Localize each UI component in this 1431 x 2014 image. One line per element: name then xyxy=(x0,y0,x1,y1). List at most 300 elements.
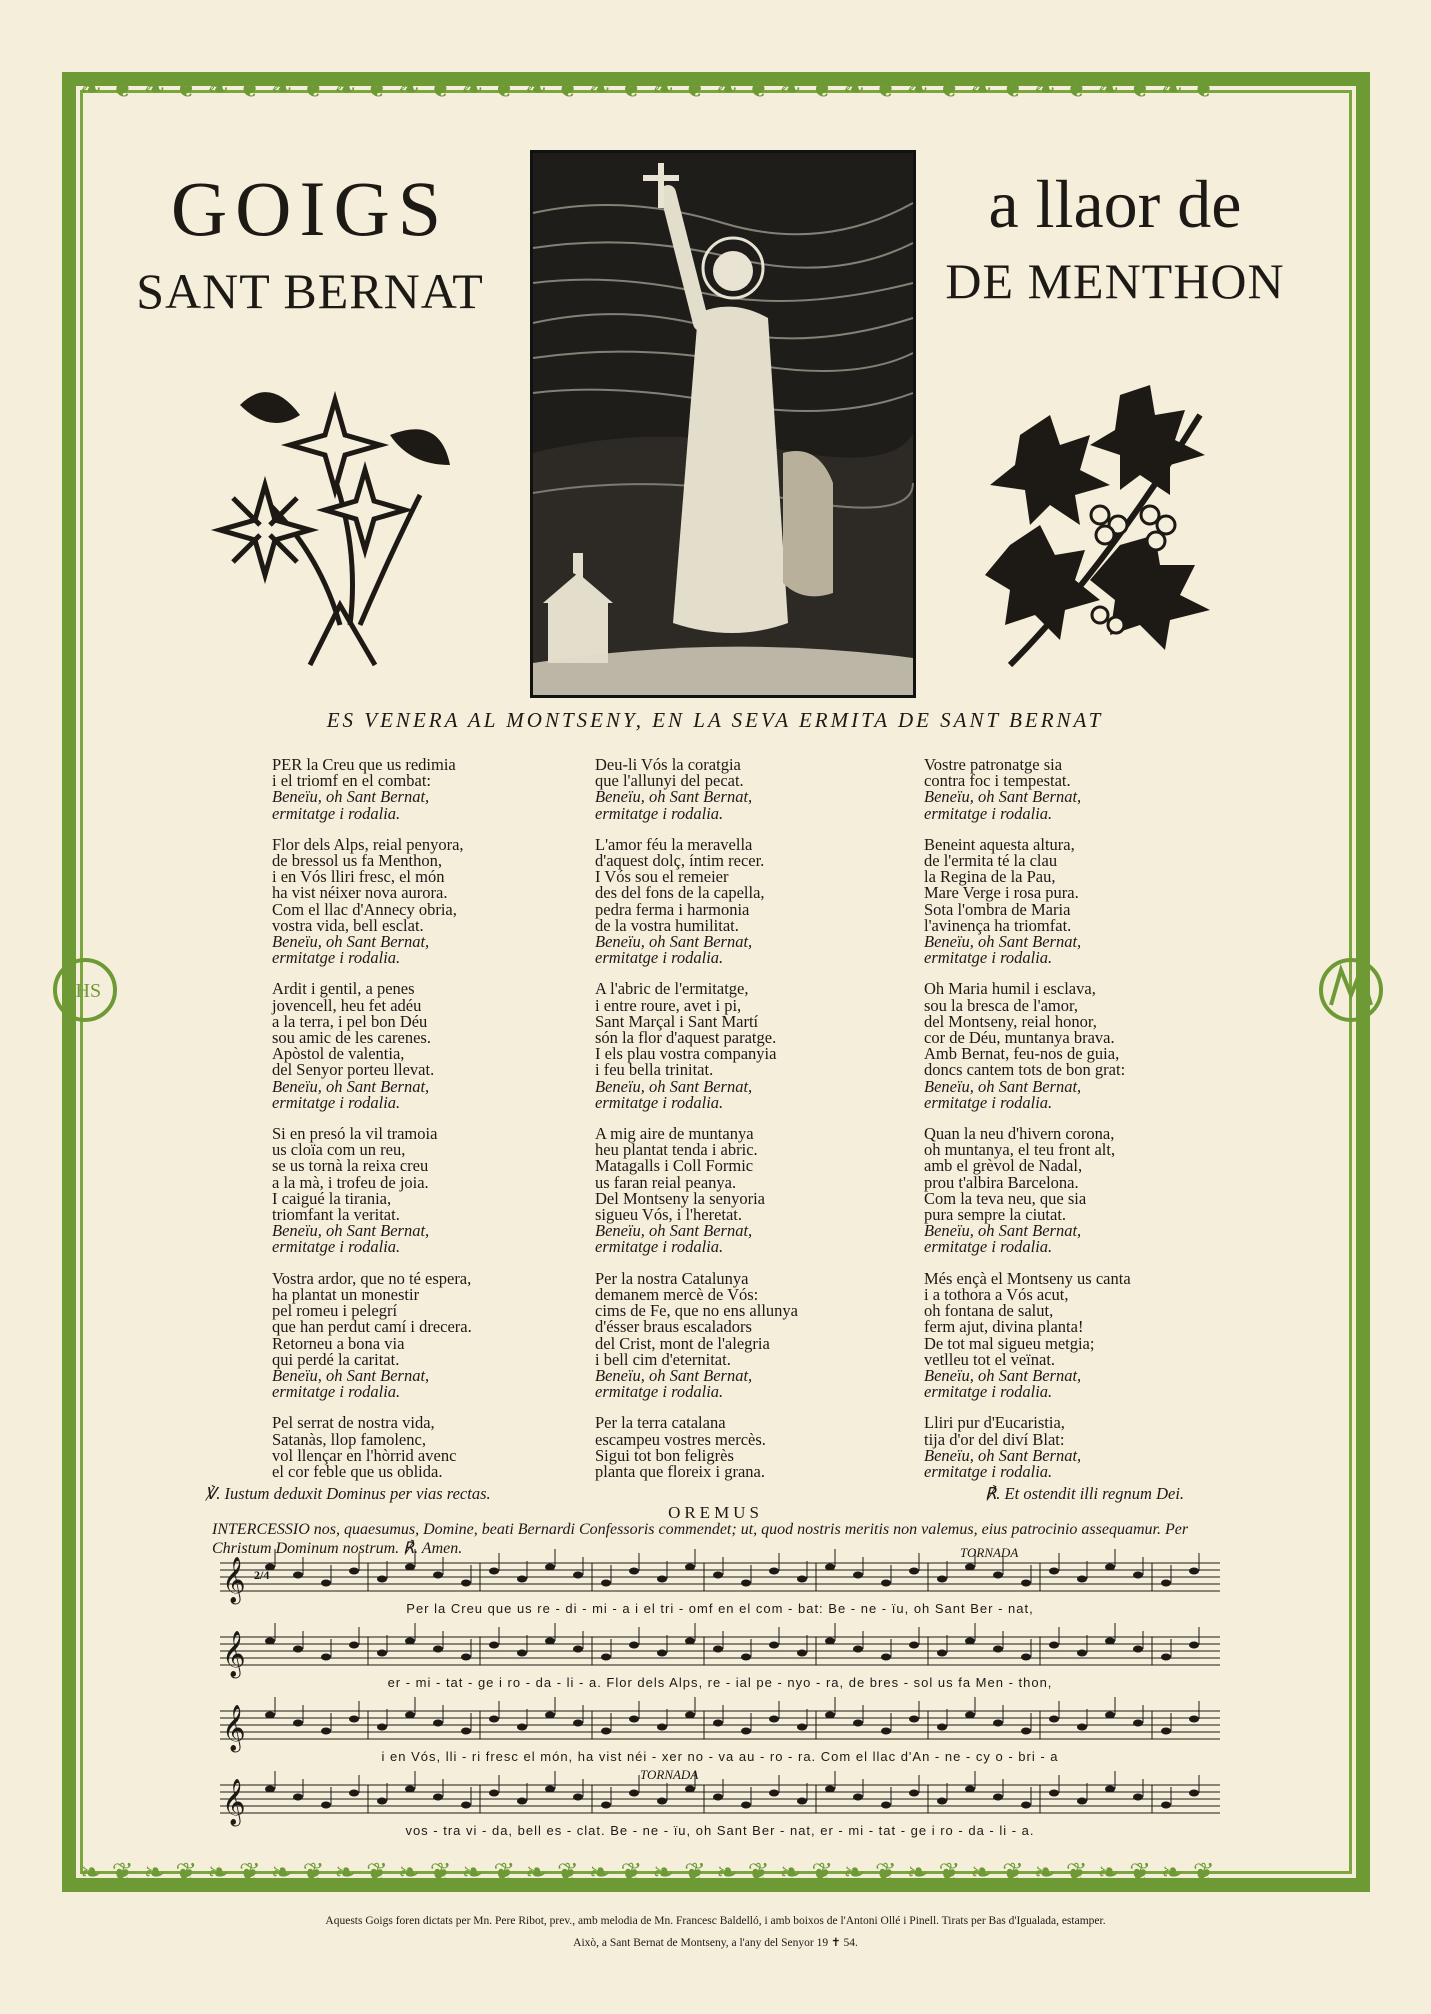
oak-leaf-icon: ❧ xyxy=(143,1858,166,1887)
note-head xyxy=(349,1716,359,1723)
stanza xyxy=(595,757,895,822)
note-head xyxy=(825,1638,835,1645)
footer-credits xyxy=(0,1910,1431,1954)
note-head xyxy=(937,1798,947,1805)
verse-line: Beneïu, oh Sant Bernat, xyxy=(272,932,430,952)
oak-leaf-icon: ❧ xyxy=(1161,1858,1183,1887)
note-head xyxy=(993,1720,1003,1727)
stanza xyxy=(595,981,895,1111)
note-head xyxy=(461,1728,471,1735)
note-head xyxy=(993,1646,1003,1653)
oak-leaf-icon: ❧ xyxy=(270,1858,293,1887)
note-head xyxy=(517,1576,527,1583)
note-head xyxy=(601,1728,611,1735)
note-head xyxy=(601,1580,611,1587)
note-head xyxy=(489,1642,499,1649)
note-head xyxy=(825,1786,835,1793)
verse-line: són la flor d'aquest paratge. xyxy=(595,1028,777,1048)
verse-line: heu plantat tenda i abric. xyxy=(595,1140,758,1160)
verse-line: Per la terra catalana xyxy=(595,1413,726,1433)
verse-column-2 xyxy=(595,757,895,1495)
verse-line: ermitatge i rodalia. xyxy=(924,948,1053,968)
note-head xyxy=(1105,1638,1115,1645)
note-head xyxy=(1021,1580,1031,1587)
verse-line: ermitatge i rodalia. xyxy=(272,1237,401,1257)
verse-line: oh muntanya, el teu front alt, xyxy=(924,1140,1116,1160)
verse-line: se us tornà la reixa creu xyxy=(272,1156,429,1176)
verse-line: del Senyor porteu llevat. xyxy=(272,1060,435,1080)
oak-leaf-icon: ❦ xyxy=(874,74,897,103)
note-head xyxy=(1021,1802,1031,1809)
note-head xyxy=(713,1646,723,1653)
versicle-right: ℟. Et ostendit illi regnum Dei. xyxy=(985,1484,1185,1503)
verse-line: Beneïu, oh Sant Bernat, xyxy=(272,787,430,807)
note-head xyxy=(349,1568,359,1575)
note-head xyxy=(853,1720,863,1727)
verse-column-3 xyxy=(924,757,1224,1495)
verse-line: escampeu vostres mercès. xyxy=(595,1429,766,1449)
oak-leaf-icon: ❦ xyxy=(938,1858,961,1887)
versicle-left: ℣. Iustum deduxit Dominus per vias rectas. xyxy=(205,1484,491,1503)
note-head xyxy=(937,1650,947,1657)
holly-branch-icon xyxy=(980,375,1230,675)
note-head xyxy=(741,1728,751,1735)
verse-line: Com la teva neu, que sia xyxy=(924,1188,1087,1208)
oremus-prayer: INTERCESSIO nos, quaesumus, Domine, beati Bernardi Confessoris commendet; ut, quod nostris meritis non valemus, eius patrocinio assequamur. Per Christum Dominum nostrum. ℟. Amen. xyxy=(212,1521,1189,1557)
note-head xyxy=(433,1720,443,1727)
verse-line: a la mà, i trofeu de joia. xyxy=(272,1172,429,1192)
verse-line: que han perdut camí i drecera. xyxy=(272,1317,472,1337)
note-head xyxy=(545,1638,555,1645)
oak-leaf-icon: ❦ xyxy=(111,74,134,103)
verse-line: de la vostra humilitat. xyxy=(595,915,739,935)
oak-leaf-icon: ❦ xyxy=(556,1858,579,1887)
verse-line: Pel serrat de nostra vida, xyxy=(272,1413,435,1433)
note-head xyxy=(517,1650,527,1657)
note-head xyxy=(1161,1580,1171,1587)
stanza xyxy=(595,1268,895,1402)
verse-line: Beneïu, oh Sant Bernat, xyxy=(595,1221,753,1241)
top-leaf-row xyxy=(80,76,1215,102)
verse-line: Beneïu, oh Sant Bernat, xyxy=(595,932,753,952)
oak-leaf-icon: ❦ xyxy=(684,74,706,103)
oak-leaf-icon: ❧ xyxy=(906,74,929,103)
verse-line: i bell cim d'eternitat. xyxy=(595,1349,731,1369)
verse-line: sou la bresca de l'amor, xyxy=(924,995,1078,1015)
note-head xyxy=(881,1654,891,1661)
oak-leaf-icon: ❧ xyxy=(80,74,102,103)
oak-leaf-icon: ❦ xyxy=(175,74,198,103)
note-head xyxy=(405,1638,415,1645)
note-head xyxy=(629,1716,639,1723)
verse-line: Més ençà el Montseny us canta xyxy=(924,1268,1131,1288)
ihs-monogram-icon xyxy=(50,945,120,1035)
verse-line: ermitatge i rodalia. xyxy=(924,1382,1053,1402)
note-head xyxy=(1189,1642,1199,1649)
title-menthon: DE MENTHON xyxy=(945,253,1285,309)
oak-leaf-icon: ❦ xyxy=(1002,1858,1024,1887)
verse-line: tija d'or del diví Blat: xyxy=(924,1429,1065,1449)
note-head xyxy=(1049,1716,1059,1723)
verse-line: ermitatge i rodalia. xyxy=(595,803,724,823)
verse-line: A l'abric de l'ermitatge, xyxy=(595,979,749,999)
note-head xyxy=(601,1654,611,1661)
marian-monogram-icon xyxy=(1316,945,1386,1035)
verse-line: Beneïu, oh Sant Bernat, xyxy=(272,1365,430,1385)
oak-leaf-icon: ❦ xyxy=(556,74,579,103)
verse-column-1 xyxy=(272,757,572,1495)
oak-leaf-icon: ❦ xyxy=(620,74,643,103)
note-head xyxy=(657,1650,667,1657)
oak-leaf-icon: ❦ xyxy=(302,1858,325,1887)
note-head xyxy=(881,1802,891,1809)
verse-line: pura sempre la ciutat. xyxy=(924,1205,1067,1225)
svg-text:IHS: IHS xyxy=(68,980,102,1002)
note-head xyxy=(629,1642,639,1649)
verse-line: De tot mal sigueu metgia; xyxy=(924,1333,1095,1353)
note-head xyxy=(797,1576,807,1583)
verse-line: vostra vida, bell esclat. xyxy=(272,915,424,935)
verse-line: i el triomf en el combat: xyxy=(272,771,431,791)
note-head xyxy=(573,1794,583,1801)
note-head xyxy=(909,1790,919,1797)
note-head xyxy=(853,1794,863,1801)
stanza xyxy=(595,1415,895,1480)
verse-line: l'avinença ha triomfat. xyxy=(924,915,1072,935)
oak-leaf-icon: ❦ xyxy=(938,74,961,103)
note-head xyxy=(293,1720,303,1727)
note-head xyxy=(713,1572,723,1579)
note-head xyxy=(433,1646,443,1653)
stanza xyxy=(272,757,572,822)
oak-leaf-icon: ❧ xyxy=(334,1858,357,1887)
verse-line: vol llençar en l'hòrrid avenc xyxy=(272,1445,457,1465)
oak-leaf-icon: ❧ xyxy=(843,74,865,103)
note-head xyxy=(1161,1802,1171,1809)
stanza xyxy=(272,981,572,1111)
note-head xyxy=(601,1802,611,1809)
verse-line: ermitatge i rodalia. xyxy=(924,1461,1053,1481)
edelweiss-flower-icon xyxy=(210,375,470,675)
music-score xyxy=(220,1545,1220,1847)
stanza xyxy=(595,1126,895,1256)
note-head xyxy=(769,1790,779,1797)
time-signature: 2/4 xyxy=(254,1568,270,1582)
lyric-line: i en Vós, lli - ri fresc el món, ha vist néi - xer no - va au - ro - ra. Com el llac d'An - ne - cy o - bri - a xyxy=(381,1749,1059,1764)
oak-leaf-icon: ❧ xyxy=(80,1858,102,1887)
oak-leaf-icon: ❧ xyxy=(1033,74,1056,103)
oak-leaf-icon: ❧ xyxy=(461,1858,484,1887)
note-head xyxy=(909,1642,919,1649)
note-head xyxy=(489,1716,499,1723)
verse-line: oh fontana de salut, xyxy=(924,1301,1054,1321)
note-head xyxy=(629,1568,639,1575)
note-head xyxy=(1133,1794,1143,1801)
verse-line: Satanàs, llop famolenc, xyxy=(272,1429,426,1449)
note-head xyxy=(993,1572,1003,1579)
treble-clef-icon: 𝄞 xyxy=(222,1631,246,1676)
note-head xyxy=(685,1786,695,1793)
oak-leaf-icon: ❧ xyxy=(525,74,547,103)
oak-leaf-icon: ❧ xyxy=(715,1858,738,1887)
oak-leaf-icon: ❦ xyxy=(620,1858,643,1887)
note-head xyxy=(433,1572,443,1579)
verse-line: planta que floreix i grana. xyxy=(595,1461,765,1481)
note-head xyxy=(881,1580,891,1587)
verse-line: Sigui tot bon feligrès xyxy=(595,1445,734,1465)
note-head xyxy=(573,1720,583,1727)
oak-leaf-icon: ❦ xyxy=(747,74,770,103)
verse-line: Amb Bernat, feu-nos de guia, xyxy=(924,1044,1120,1064)
lyric-line: er - mi - tat - ge i ro - da - li - a. Flor dels Alps, re - ial pe - nyo - ra, de bres - sol us fa Men - thon, xyxy=(387,1675,1053,1690)
stanza xyxy=(924,1415,1224,1480)
oak-leaf-icon: ❦ xyxy=(429,1858,452,1887)
oak-leaf-icon: ❧ xyxy=(525,1858,547,1887)
oak-leaf-icon: ❧ xyxy=(207,1858,229,1887)
note-head xyxy=(265,1712,275,1719)
oak-leaf-icon: ❧ xyxy=(970,74,993,103)
stanza xyxy=(924,834,1224,968)
oak-leaf-icon: ❦ xyxy=(684,1858,706,1887)
note-head xyxy=(769,1568,779,1575)
oak-leaf-icon: ❦ xyxy=(1192,1858,1215,1887)
verse-line: Del Montseny la senyoria xyxy=(595,1188,766,1208)
oak-leaf-icon: ❦ xyxy=(175,1858,198,1887)
verse-line: A mig aire de muntanya xyxy=(595,1124,754,1144)
verse-line: Beneïu, oh Sant Bernat, xyxy=(272,1221,430,1241)
note-head xyxy=(461,1802,471,1809)
verse-line: del Montseny, reial honor, xyxy=(924,1011,1097,1031)
verse-line: pel romeu i pelegrí xyxy=(272,1301,398,1321)
verse-line: el cor feble que us oblida. xyxy=(272,1461,443,1481)
note-head xyxy=(545,1786,555,1793)
oak-leaf-icon: ❦ xyxy=(1129,1858,1152,1887)
note-head xyxy=(1133,1720,1143,1727)
note-head xyxy=(461,1580,471,1587)
verse-line: demanem mercè de Vós: xyxy=(595,1284,759,1304)
oak-leaf-icon: ❦ xyxy=(1192,74,1215,103)
verse-line: Retorneu a bona via xyxy=(272,1333,405,1353)
oak-leaf-icon: ❧ xyxy=(1033,1858,1056,1887)
note-head xyxy=(797,1798,807,1805)
note-head xyxy=(853,1646,863,1653)
note-head xyxy=(1189,1716,1199,1723)
verse-line: ermitatge i rodalia. xyxy=(272,1092,401,1112)
verse-line: jovencell, heu fet adéu xyxy=(272,995,422,1015)
note-head xyxy=(1189,1790,1199,1797)
verse-line: Ardit i gentil, a penes xyxy=(272,979,415,999)
oak-leaf-icon: ❧ xyxy=(397,1858,420,1887)
verse-line: la Regina de la Pau, xyxy=(924,867,1056,887)
verse-line: cims de Fe, que no ens allunya xyxy=(595,1301,798,1321)
treble-clef-icon: 𝄞 xyxy=(222,1779,246,1824)
stanza xyxy=(272,834,572,968)
oak-leaf-icon: ❦ xyxy=(1002,74,1024,103)
oak-leaf-icon: ❦ xyxy=(366,74,388,103)
note-head xyxy=(545,1712,555,1719)
verse-line: Beneïu, oh Sant Bernat, xyxy=(924,1221,1082,1241)
verse-line: I caigué la tirania, xyxy=(272,1188,392,1208)
title-left xyxy=(130,165,490,319)
note-head xyxy=(909,1568,919,1575)
note-head xyxy=(685,1712,695,1719)
note-head xyxy=(881,1728,891,1735)
verse-line: PER la Creu que us redimia xyxy=(272,755,456,774)
verse-line: us cloïa com un reu, xyxy=(272,1140,406,1160)
verse-line: i feu bella trinitat. xyxy=(595,1060,714,1080)
note-head xyxy=(321,1580,331,1587)
verse-line: Beneïu, oh Sant Bernat, xyxy=(924,1445,1082,1465)
oak-leaf-icon: ❧ xyxy=(1097,1858,1120,1887)
oak-leaf-icon: ❧ xyxy=(143,74,166,103)
note-head xyxy=(517,1724,527,1731)
oak-leaf-icon: ❧ xyxy=(779,1858,802,1887)
note-head xyxy=(909,1716,919,1723)
stanza xyxy=(924,757,1224,822)
stanza xyxy=(924,1268,1224,1402)
verse-line: contra foc i tempestat. xyxy=(924,771,1071,791)
verse-line: Apòstol de valentia, xyxy=(272,1044,405,1064)
subtitle: ES VENERA AL MONTSENY, EN LA SEVA ERMITA DE SANT BERNAT xyxy=(326,708,1104,732)
oak-leaf-icon: ❧ xyxy=(397,74,420,103)
note-head xyxy=(573,1572,583,1579)
verse-line: Vostre patronatge sia xyxy=(924,755,1063,774)
note-head xyxy=(461,1654,471,1661)
oak-leaf-icon: ❧ xyxy=(906,1858,929,1887)
verse-line: que l'allunyi del pecat. xyxy=(595,771,744,791)
verse-line: de l'ermita té la clau xyxy=(924,851,1058,871)
note-head xyxy=(657,1576,667,1583)
verse-line: Beneïu, oh Sant Bernat, xyxy=(272,1076,430,1096)
verse-line: ermitatge i rodalia. xyxy=(924,803,1053,823)
note-head xyxy=(1161,1728,1171,1735)
note-head xyxy=(1161,1654,1171,1661)
verse-line: ermitatge i rodalia. xyxy=(595,1237,724,1257)
oak-leaf-icon: ❧ xyxy=(715,74,738,103)
verse-line: ferm ajut, divina planta! xyxy=(924,1317,1084,1337)
stanza xyxy=(924,981,1224,1111)
verse-line: L'amor féu la meravella xyxy=(595,834,753,854)
verse-line: ermitatge i rodalia. xyxy=(924,1237,1053,1257)
note-head xyxy=(321,1728,331,1735)
verse-line: Beneïu, oh Sant Bernat, xyxy=(924,1076,1082,1096)
verse-line: Beneint aquesta altura, xyxy=(924,834,1075,854)
oak-leaf-icon: ❧ xyxy=(461,74,484,103)
saint-woodcut-image xyxy=(530,150,916,698)
note-head xyxy=(349,1790,359,1797)
note-head xyxy=(1077,1650,1087,1657)
note-head xyxy=(1105,1712,1115,1719)
verse-line: Lliri pur d'Eucaristia, xyxy=(924,1413,1065,1433)
note-head xyxy=(545,1564,555,1571)
verse-line: Sota l'ombra de Maria xyxy=(924,899,1071,919)
verse-line: ha plantat un monestir xyxy=(272,1284,420,1304)
oak-leaf-icon: ❦ xyxy=(366,1858,388,1887)
verse-line: ermitatge i rodalia. xyxy=(595,1382,724,1402)
oak-leaf-icon: ❦ xyxy=(493,74,516,103)
oak-leaf-icon: ❧ xyxy=(652,74,675,103)
verse-line: i entre roure, avet i pi, xyxy=(595,995,742,1015)
verse-line: d'aquest dolç, íntim recer. xyxy=(595,851,765,871)
verse-line: Beneïu, oh Sant Bernat, xyxy=(595,1076,753,1096)
note-head xyxy=(1105,1564,1115,1571)
footer-line-1: Aquests Goigs foren dictats per Mn. Pere Ribot, prev., amb melodia de Mn. Francesc Baldelló, i amb boixos de l'Antoni Ollé i Pinell. Tirats per Bas d'Igualada, estamper. xyxy=(325,1915,1106,1927)
note-head xyxy=(825,1564,835,1571)
verse-line: pedra ferma i harmonia xyxy=(595,899,750,919)
note-head xyxy=(1133,1572,1143,1579)
note-head xyxy=(1049,1568,1059,1575)
verse-line: Si en presó la vil tramoia xyxy=(272,1124,438,1144)
note-head xyxy=(937,1724,947,1731)
verse-line: a la terra, i pel bon Déu xyxy=(272,1011,428,1031)
verse-line: ermitatge i rodalia. xyxy=(595,1092,724,1112)
oak-leaf-icon: ❧ xyxy=(1097,74,1120,103)
stanza xyxy=(272,1415,572,1480)
verse-line: ermitatge i rodalia. xyxy=(272,948,401,968)
verse-line: Vostra ardor, que no té espera, xyxy=(272,1268,472,1288)
oak-leaf-icon: ❧ xyxy=(207,74,229,103)
oak-leaf-icon: ❧ xyxy=(843,1858,865,1887)
note-head xyxy=(1133,1646,1143,1653)
note-head xyxy=(377,1650,387,1657)
treble-clef-icon: 𝄞 xyxy=(222,1705,246,1750)
verse-line: Beneïu, oh Sant Bernat, xyxy=(924,932,1082,952)
note-head xyxy=(265,1638,275,1645)
note-head xyxy=(965,1564,975,1571)
note-head xyxy=(405,1786,415,1793)
note-head xyxy=(293,1572,303,1579)
verse-line: Mare Verge i rosa pura. xyxy=(924,883,1079,903)
verse-line: Matagalls i Coll Formic xyxy=(595,1156,754,1176)
note-head xyxy=(517,1798,527,1805)
note-head xyxy=(741,1802,751,1809)
note-head xyxy=(405,1712,415,1719)
note-head xyxy=(1049,1790,1059,1797)
verse-line: triomfant la veritat. xyxy=(272,1205,400,1225)
verse-line: i a tothora a Vós acut, xyxy=(924,1284,1069,1304)
verse-line: doncs cantem tots de bon grat: xyxy=(924,1060,1126,1080)
oak-leaf-icon: ❦ xyxy=(1065,74,1088,103)
note-head xyxy=(713,1720,723,1727)
note-head xyxy=(433,1794,443,1801)
note-head xyxy=(657,1798,667,1805)
verse-line: ermitatge i rodalia. xyxy=(595,948,724,968)
tornada-label: TORNADA xyxy=(960,1545,1019,1560)
verse-line: Deu-li Vós la coratgia xyxy=(595,755,741,774)
note-head xyxy=(377,1724,387,1731)
verse-line: Quan la neu d'hivern corona, xyxy=(924,1124,1115,1144)
title-sant-bernat: SANT BERNAT xyxy=(136,263,484,319)
tornada-label: TORNADA xyxy=(640,1767,699,1782)
oak-leaf-icon: ❦ xyxy=(302,74,325,103)
stanza xyxy=(924,1126,1224,1256)
verse-line: vetlleu tot el veïnat. xyxy=(924,1349,1056,1369)
verse-line: cor de Déu, muntanya brava. xyxy=(924,1028,1115,1048)
note-head xyxy=(489,1790,499,1797)
note-head xyxy=(293,1646,303,1653)
verse-line: i en Vós lliri fresc, el món xyxy=(272,867,445,887)
verse-line: amb el grèvol de Nadal, xyxy=(924,1156,1083,1176)
note-head xyxy=(769,1642,779,1649)
verse-line: I Vós sou el remeier xyxy=(595,867,729,887)
oak-leaf-icon: ❦ xyxy=(811,1858,834,1887)
verse-line: Beneïu, oh Sant Bernat, xyxy=(924,1365,1082,1385)
oak-leaf-icon: ❧ xyxy=(588,74,611,103)
note-head xyxy=(685,1638,695,1645)
note-head xyxy=(993,1794,1003,1801)
note-head xyxy=(657,1724,667,1731)
note-head xyxy=(489,1568,499,1575)
